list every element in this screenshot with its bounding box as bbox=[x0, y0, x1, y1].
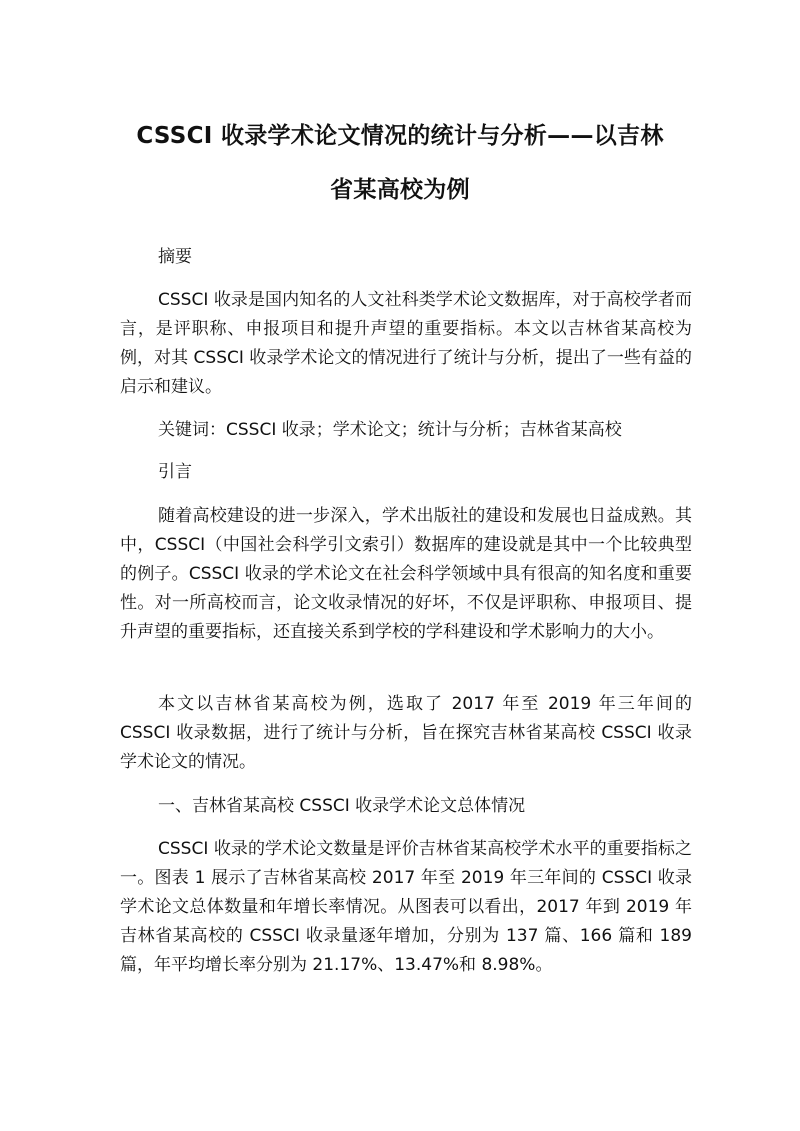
document-title-line-2: 省某高校为例 bbox=[330, 177, 470, 203]
document-title-line-1: CSSCI 收录学术论文情况的统计与分析——以吉林 bbox=[136, 123, 664, 149]
keywords-line: 关键词：CSSCI 收录；学术论文；统计与分析；吉林省某高校 bbox=[158, 420, 622, 440]
introduction-paragraph-2: 本文以吉林省某高校为例，选取了 2017 年至 2019 年三年间的 CSSCI 收录数据，进行了统计与分析，旨在探究吉林省某高校 CSSCI 收录学术论文的情况。 bbox=[120, 694, 692, 772]
introduction-paragraph-1: 随着高校建设的进一步深入，学术出版社的建设和发展也日益成熟。其中，CSSCI（中国社会科学引文索引）数据库的建设就是其中一个比较典型的例子。CSSCI 收录的学术论文在社会科学领域中具有很高的知名度和重要性。对一所高校而言，论文收录情况的好坏，不仅是评职称、申报项目、提升声望的重要指标，还直接关系到学校的学科建设和学术影响力的大小。 bbox=[120, 506, 692, 642]
abstract-heading: 摘要 bbox=[158, 247, 192, 267]
abstract-paragraph: CSSCI 收录是国内知名的人文社科类学术论文数据库，对于高校学者而言，是评职称、申报项目和提升声望的重要指标。本文以吉林省某高校为例，对其 CSSCI 收录学术论文的情况进行了统计与分析，提出了一些有益的启示和建议。 bbox=[120, 290, 692, 397]
introduction-heading: 引言 bbox=[158, 462, 192, 482]
section-1-heading: 一、吉林省某高校 CSSCI 收录学术论文总体情况 bbox=[158, 796, 526, 816]
section-1-paragraph-1: CSSCI 收录的学术论文数量是评价吉林省某高校学术水平的重要指标之一。图表 1 展示了吉林省某高校 2017 年至 2019 年三年间的 CSSCI 收录学术论文总体数量和年增长率情况。从图表可以看出，2017 年到 2019 年吉林省某高校的 CSSCI 收录量逐年增加，分别为 137 篇、166 篇和 189 篇，年平均增长率分别为 21.17%、13.47%和 8.98%。 bbox=[120, 839, 692, 975]
